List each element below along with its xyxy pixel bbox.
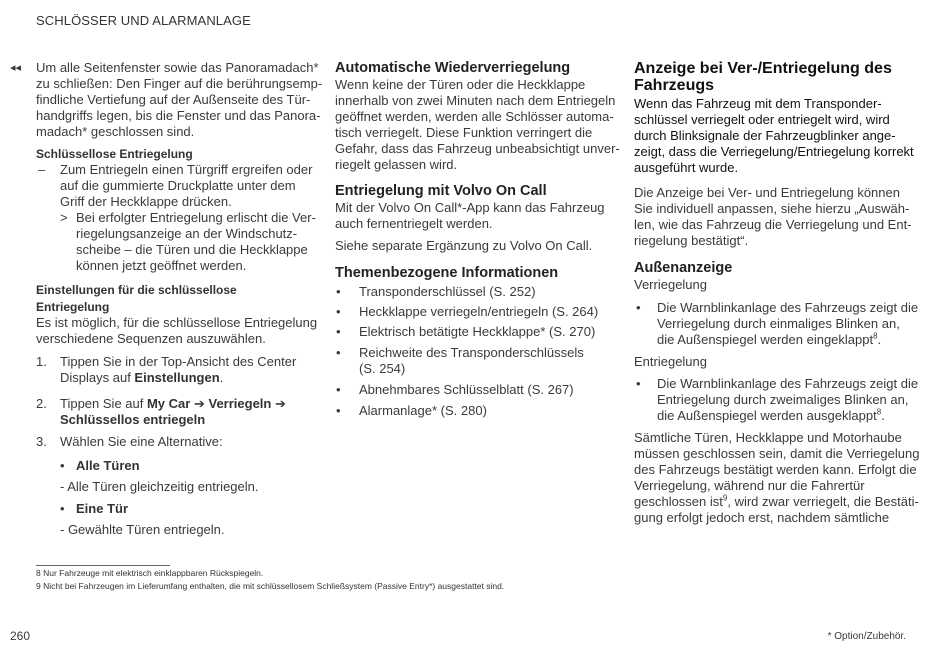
right-heading: Anzeige bei Ver-/Entriegelung des Fahrzeugs: [634, 60, 892, 94]
related-link[interactable]: Abnehmbares Schlüsselblatt (S. 267): [359, 382, 574, 397]
unlock-item-text: Die Warnblinkanlage des Fahrzeugs zeigt die Entriegelung durch zweimaliges Blinken an, die Außenspiegel werden ausgeklappt: [657, 376, 919, 423]
menu-verriegeln: Verriegeln: [208, 396, 272, 411]
option-desc: - Alle Türen gleichzeitig entriegeln.: [60, 479, 259, 494]
lead-text: Wenn das Fahrzeug mit dem Transponder- schlüssel verriegelt oder entriegelt wird, wird durch Blinksignale der Fahrzeugblinker ange- zeigt, dass die Verriegelung/Entriegelung korrekt ausgeführt wurde.: [634, 96, 914, 175]
custom-text: Die Anzeige bei Ver- und Entriegelung können Sie individuell anpassen, siehe hierzu „Auswäh- len, wie das Fahrzeug die Verriegelung und Ent- riegelung bestätigt“.: [634, 185, 912, 248]
bullet-icon: •: [336, 345, 341, 360]
unlock-label: Entriegelung: [634, 354, 707, 369]
option-desc: - Gewählte Türen entriegeln.: [60, 522, 225, 537]
bullet-icon: •: [336, 403, 341, 418]
footnote-number: 8: [36, 568, 41, 578]
footnote-divider: [36, 565, 170, 566]
step-punct: .: [219, 370, 224, 385]
intro-paragraph: Um alle Seitenfenster sowie das Panoramadach* zu schließen: Den Finger auf die berührungsemp- findliche Vertiefung auf der Außenseite des Tür- handgriffs legen, bis die Fenster und das Panora- madach* geschlossen sind.: [36, 60, 323, 139]
related-link[interactable]: Transponderschlüssel (S. 252): [359, 284, 536, 299]
related-heading: Themenbezogene Informationen: [335, 265, 559, 281]
step-number: 1.: [36, 354, 47, 369]
bullet-icon: •: [336, 284, 341, 299]
keyless-heading: Schlüssellose Entriegelung: [36, 147, 193, 161]
bullet-icon: •: [60, 501, 65, 516]
keyless-step: Zum Entriegeln einen Türgriff ergreifen oder auf die gummierte Druckplatte unter dem Griff der Heckklappe drücken.: [60, 162, 313, 209]
voc-heading: Entriegelung mit Volvo On Call: [335, 183, 547, 199]
step-text: Tippen Sie auf: [60, 396, 147, 411]
related-link[interactable]: Elektrisch betätigte Heckklappe* (S. 270): [359, 324, 596, 339]
arrow-right-icon: ➔: [274, 396, 286, 411]
footnote-text: Nur Fahrzeuge mit elektrisch einklappbaren Rückspiegeln.: [43, 568, 264, 578]
bullet-icon: •: [336, 382, 341, 397]
bullet-icon: •: [336, 304, 341, 319]
bullet-icon: •: [60, 458, 65, 473]
settings-text: Es ist möglich, für die schlüssellose Entriegelung verschiedene Sequenzen auszuwählen.: [36, 315, 318, 346]
option-eine-tuer: Eine Tür: [76, 501, 129, 516]
outer-heading: Außenanzeige: [634, 260, 733, 276]
relock-text: Wenn keine der Türen oder die Heckklappe innerhalb von zwei Minuten nach dem Entriegeln geöffnet werden, werden alle Schlösser automa- tisch verriegelt. Diese Funktion verringert die Gefahr, dass das Fahrzeug unbeabsichtigt unver- riegelt gelassen wird.: [335, 77, 620, 172]
lock-label: Verriegelung: [634, 277, 707, 292]
step-number: 2.: [36, 396, 47, 411]
footnote-ref: 9: [722, 493, 728, 503]
option-note: * Option/Zubehör.: [827, 631, 906, 642]
closing-text-b: , wird zwar verriegelt, die Bestäti- gung erfolgt jedoch erst, nachdem sämtliche: [634, 494, 919, 525]
result-marker: >: [60, 210, 68, 225]
bullet-icon: •: [636, 376, 641, 391]
unlock-item: Die Warnblinkanlage des Fahrzeugs zeigt die Entriegelung durch zweimaliges Blinken an, die Außenspiegel werden ausgeklappt$^8$.: [657, 376, 919, 423]
lock-item-text: Die Warnblinkanlage des Fahrzeugs zeigt die Verriegelung durch einmaliges Blinken an, die Außenspiegel werden eingeklappt: [657, 300, 919, 347]
bullet-icon: •: [336, 324, 341, 339]
step-3: Wählen Sie eine Alternative:: [60, 434, 223, 449]
footnote-ref: 8: [876, 407, 882, 417]
menu-schluessellos-entriegeln: Schlüssellos entriegeln: [60, 412, 206, 427]
keyless-result: Bei erfolgter Entriegelung erlischt die Ver- riegelungsanzeige an der Windschutz- scheibe – die Türen und die Heckklappe können jetzt geöffnet werden.: [76, 210, 316, 273]
lock-item: Die Warnblinkanlage des Fahrzeugs zeigt die Verriegelung durch einmaliges Blinken an, die Außenspiegel werden eingeklappt$^8$.: [657, 300, 919, 347]
step-number: 3.: [36, 434, 47, 449]
step-2: [60, 396, 300, 428]
footnote-text: Nicht bei Fahrzeugen im Lieferumfang enthalten, die mit schlüssellosem Schließsystem (Passive Entry*) ausgestattet sind.: [43, 581, 505, 591]
double-chevron-left-icon: ◂◂: [10, 62, 22, 74]
step-marker: –: [38, 162, 46, 177]
settings-heading: Einstellungen für die schlüssellose Entriegelung: [36, 283, 237, 314]
voc-see: Siehe separate Ergänzung zu Volvo On Call.: [335, 238, 593, 253]
arrow-right-icon: ➔: [193, 396, 205, 411]
option-alle-tueren: Alle Türen: [76, 458, 140, 473]
menu-einstellungen: Einstellungen: [134, 370, 220, 385]
closing-text-a: Sämtliche Türen, Heckklappe und Motorhaube müssen geschlossen sein, damit die Verriegelung des Fahrzeugs bestätigt werden kann. Erfolgt die Verriegelung, während nur die Fahrertür geschlossen ist: [634, 430, 920, 509]
footnote-9: [36, 581, 504, 592]
related-link[interactable]: Heckklappe verriegeln/entriegeln (S. 264): [359, 304, 599, 319]
related-link[interactable]: Reichweite des Transponderschlüssels (S. 254): [359, 345, 584, 376]
voc-text: Mit der Volvo On Call*-App kann das Fahrzeug auch fernentriegelt werden.: [335, 200, 605, 231]
menu-my-car: My Car: [146, 396, 191, 411]
page-number: 260: [10, 629, 31, 643]
section-header: SCHLÖSSER UND ALARMANLAGE: [36, 13, 251, 28]
related-link[interactable]: Alarmanlage* (S. 280): [359, 403, 487, 418]
footnote-8: [36, 568, 263, 579]
footnote-ref: 8: [873, 331, 878, 341]
step-1: [60, 354, 296, 386]
closing-text: [634, 430, 919, 526]
relock-heading: Automatische Wiederverriegelung: [335, 60, 571, 76]
step-text: Tippen Sie in der Top-Ansicht des Center Displays auf: [60, 354, 297, 385]
footnote-number: 9: [36, 581, 41, 591]
bullet-icon: •: [636, 300, 641, 315]
